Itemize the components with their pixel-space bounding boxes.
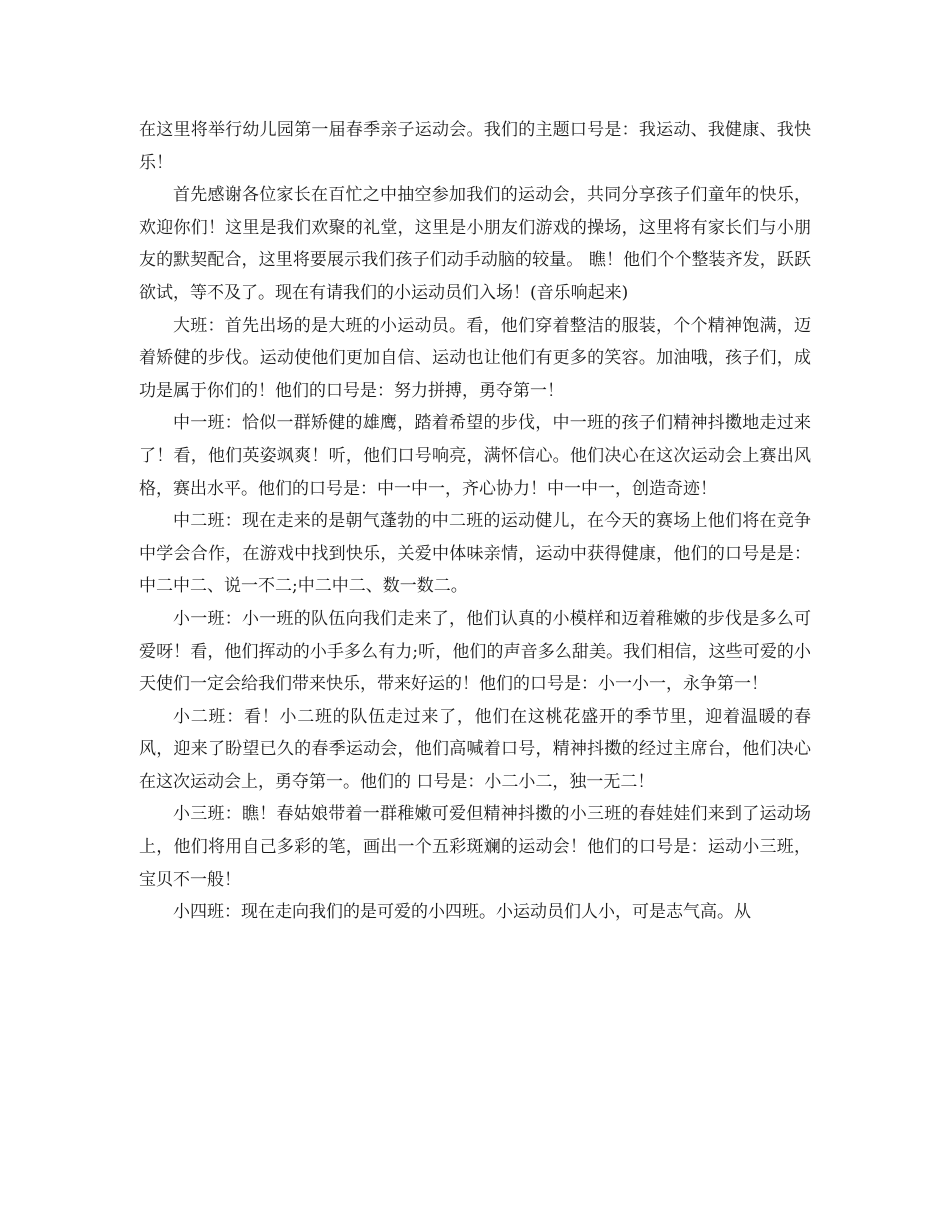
document-body (139, 114, 811, 929)
paragraph-middle-class-2: 中二班：现在走来的是朝气蓬勃的中二班的运动健儿，在今天的赛场上他们将在竞争中学会合作，在游戏中找到快乐，关爱中体味亲情，运动中获得健康，他们的口号是是：中二中二、说一不二;中二中二、数一数二。 (139, 511, 811, 597)
paragraph-welcome: 首先感谢各位家长在百忙之中抽空参加我们的运动会，共同分享孩子们童年的快乐，欢迎你们！这里是我们欢聚的礼堂，这里是小朋友们游戏的操场，这里将有家长们与小朋友的默契配合，这里将要展示我们孩子们动手动脑的较量。 瞧！他们个个整装齐发，跃跃欲试，等不及了。现在有请我们的小运动员们入场！(音乐响起来) (139, 185, 811, 303)
paragraph-junior-class-1: 小一班：小一班的队伍向我们走来了，他们认真的小模样和迈着稚嫩的步伐是多么可爱呀！看，他们挥动的小手多么有力;听，他们的声音多么甜美。我们相信，这些可爱的小天使们一定会给我们带来快乐，带来好运的！他们的口号是：小一小一，永争第一！ (139, 608, 811, 695)
paragraph-junior-class-2: 小二班：看！小二班的队伍走过来了，他们在这桃花盛开的季节里，迎着温暖的春风，迎来了盼望已久的春季运动会，他们高喊着口号，精神抖擞的经过主席台，他们决心在这次运动会上，勇夺第一。他们的 口号是：小二小二，独一无二！ (139, 706, 811, 792)
paragraph-junior-class-4: 小四班：现在走向我们的是可爱的小四班。小运动员们人小，可是志气高。从 (173, 902, 751, 923)
paragraph-senior-class: 大班：首先出场的是大班的小运动员。看，他们穿着整洁的服装，个个精神饱满，迈着矫健的步伐。运动使他们更加自信、运动也让他们有更多的笑容。加油哦，孩子们，成功是属于你们的！他们的口号是：努力拼搏，勇夺第一！ (139, 315, 811, 401)
paragraph-junior-class-3: 小三班：瞧！春姑娘带着一群稚嫩可爱但精神抖擞的小三班的春娃娃们来到了运动场上，他们将用自己多彩的笔，画出一个五彩斑斓的运动会！他们的口号是：运动小三班，宝贝不一般！ (139, 804, 811, 890)
paragraph-opening: 在这里将举行幼儿园第一届春季亲子运动会。我们的主题口号是：我运动、我健康、我快乐！ (139, 120, 811, 173)
paragraph-middle-class-1: 中一班：恰似一群矫健的雄鹰，踏着希望的步伐，中一班的孩子们精神抖擞地走过来了！看，他们英姿飒爽！听，他们口号响亮，满怀信心。他们决心在这次运动会上赛出风格，赛出水平。他们的口号是：中一中一，齐心协力！中一中一，创造奇迹！ (139, 413, 811, 499)
